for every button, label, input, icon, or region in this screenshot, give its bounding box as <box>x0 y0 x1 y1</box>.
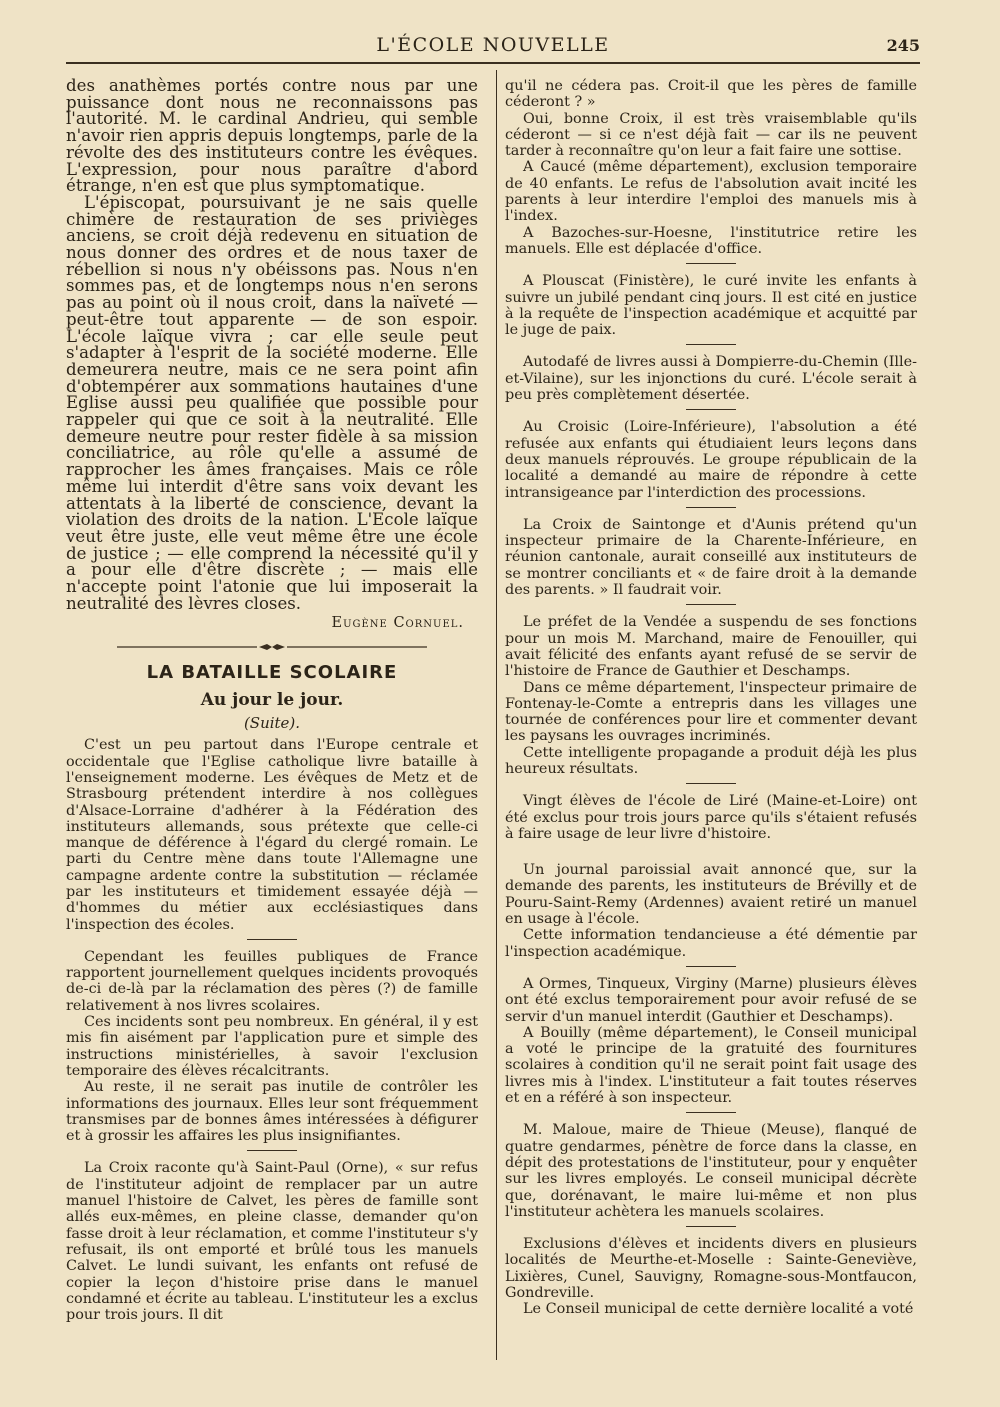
article-paragraph: Le Conseil municipal de cette dernière localité a voté <box>523 1301 914 1318</box>
article-paragraph: Au reste, il ne serait pas inutile de contrôler les informations des journaux. Elles leur sont fréquemment transmises par de bonnes âmes intéressées à défigurer et à grossir les affaires les plus insignifiantes. <box>66 1079 478 1145</box>
section-title: LA BATAILLE SCOLAIRE <box>146 662 398 684</box>
article-paragraph: A Bazoches-sur-Hoesne, l'institutrice retire les manuels. Elle est déplacée d'office. <box>505 224 917 257</box>
separator-rule <box>686 966 736 967</box>
separator-rule <box>686 1226 736 1227</box>
article-paragraph: Autodafé de livres aussi à Dompierre-du-Chemin (Ille-et-Vilaine), sur les injonctions du curé. L'école serait à peu près complètement désertée. <box>505 354 917 404</box>
article-paragraph: Cette intelligente propagande a produit déjà les plus heureux résultats. <box>505 744 917 777</box>
continuation-note: (Suite). <box>243 713 301 732</box>
intro-paragraph: des anathèmes portés contre nous par une puissance dont nous ne reconnaissons pas l'autorité. M. le cardinal Andrieu, qui semble n'avoir rien appris depuis longtemps, parle de la révolte des des instituteurs contre les évêques. L'expression, pour nous paraître d'abord étrange, n'en est que plus symptomatique. <box>66 76 478 196</box>
ornament-divider <box>117 643 427 651</box>
page-header <box>66 30 920 64</box>
article-paragraph: Le préfet de la Vendée a suspendu de ses fonctions pour un mois M. Marchand, maire de Fenouiller, qui avait félicité des enfants ayant refusé de se servir de l'histoire de France de Gauthier et Deschamps. <box>505 614 917 680</box>
article-paragraph: A Caucé (même département), exclusion temporaire de 40 enfants. Le refus de l'absolution avait incité les parents à leur interdire l'emploi des manuels mis à l'index. <box>505 159 917 225</box>
intro-paragraph: L'épiscopat, poursuivant je ne sais quelle chimère de restauration de ses privièges anciens, se croit déjà redevenu en situation de nous donner des ordres et de nous taxer de rébellion si nous n'y obéissons pas. Nous n'en sommes pas, et de longtemps nous n'en serons pas au point où il nous croit, dans la naïveté — peut-être tout apparente — de son espoir. L'école laïque vivra ; car elle seule peut s'adapter à l'esprit de la société moderne. Elle demeurera neutre, mais ce ne sera point afin d'obtempérer aux sommations hautaines d'une Eglise aussi peu qualifiée que possible pour rappeler qui que ce soit à la neutralité. Elle demeure neutre pour rester fidèle à sa mission conciliatrice, au rôle qu'elle a assumé de rapprocher les âmes françaises. Mais ce rôle même lui interdit d'être sans voix devant les attentats à la liberté de conscience, devant la violation des droits de la nation. L'Ecole laïque veut être juste, elle veut même être une école de justice ; — elle comprend la nécessité qu'il y a pour elle d'être discrète ; — mais elle n'accepte point l'atonie que lui imposerait la neutralité des lèvres closes. <box>66 192 478 613</box>
author-signature: Eugène Cornuel. <box>331 614 464 631</box>
article-paragraph: Un journal paroissial avait annoncé que, sur la demande des parents, les instituteurs de Brévilly et de Pouru-Saint-Remy (Ardennes) avaient retiré un manuel en usage à l'école. <box>505 862 917 928</box>
article-paragraph: La Croix de Saintonge et d'Aunis prétend qu'un inspecteur primaire de la Charente-Inférieure, en réunion cantonale, aurait conseillé aux instituteurs de se montrer conciliants et « de faire droit à la demande des parents. » Il faudrait voir. <box>505 516 917 599</box>
separator-rule <box>247 1150 297 1151</box>
separator-rule <box>686 604 736 605</box>
article-paragraph: Au Croisic (Loire-Inférieure), l'absolution a été refusée aux enfants qui étudiaient leurs leçons dans deux manuels réprouvés. Le groupe républicain de la localité a demandé au maire de répondre à cette intransigeance par l'interdiction des processions. <box>505 419 917 501</box>
article-paragraph: Ces incidents sont peu nombreux. En général, il y est mis fin aisément par l'application pure et simple des instructions ministérielles, à savoir l'exclusion temporaire des élèves récalcitrants. <box>66 1014 478 1079</box>
right-column <box>505 78 917 1318</box>
article-paragraph: Cependant les feuilles publiques de France rapportent journellement quelques incidents provoqués de-ci de-là par la réclamation des pères (?) de famille relativement à nos livres scolaires. <box>66 948 478 1014</box>
article-paragraph: Cette information tendancieuse a été démentie par l'inspection académique. <box>505 927 917 960</box>
separator-rule <box>686 263 736 264</box>
separator-rule <box>686 409 736 410</box>
separator-rule <box>247 939 297 940</box>
separator-rule <box>686 344 736 345</box>
separator-rule <box>686 507 736 508</box>
article-paragraph: A Ormes, Tinqueux, Virginy (Marne) plusieurs élèves ont été exclus temporairement pour avoir refusé de se servir d'un manuel interdit (Gauthier et Deschamps). <box>505 975 917 1025</box>
article-paragraph: qu'il ne cédera pas. Croit-il que les pères de famille céderont ? » <box>505 78 917 111</box>
separator-rule <box>686 1112 736 1113</box>
article-paragraph: La Croix raconte qu'à Saint-Paul (Orne), « sur refus de l'instituteur adjoint de remplacer par un autre manuel l'histoire de Calvet, les pères de famille sont allés eux-mêmes, en pleine classe, demander qu'on fasse droit à leur réclamation, et comme l'instituteur s'y refusait, ils ont emporté et brûlé tous les manuels Calvet. Le lundi suivant, les enfants ont refusé de copier la leçon d'histoire prise dans le manuel condamné et écrite au tableau. L'instituteur les a exclus pour trois jours. Il dit <box>66 1160 478 1324</box>
journal-title: L'ÉCOLE NOUVELLE <box>376 34 610 56</box>
article-paragraph: Dans ce même département, l'inspecteur primaire de Fontenay-le-Comte a entrepris dans les villages une tournée de conférences pour lire et commenter devant les paysans les ouvrages incriminés. <box>505 679 917 745</box>
article-paragraph: M. Maloue, maire de Thieue (Meuse), flanqué de quatre gendarmes, pénètre de force dans la classe, en dépit des protestations de l'instituteur, pour y enquêter sur les livres employés. Le conseil municipal décrète que, dorénavant, le maire lui-même et non plus l'instituteur achètera les manuels scolaires. <box>505 1122 917 1220</box>
article-paragraph: A Bouilly (même département), le Conseil municipal a voté le principe de la gratuité des fournitures scolaires à condition qu'il ne serait point fait usage des livres mis à l'index. L'instituteur a fait toutes réserves et en a référé à son inspecteur. <box>505 1024 917 1107</box>
article-paragraph: Oui, bonne Croix, il est très vraisemblable qu'ils céderont — si ce n'est déjà fait — car ils ne peuvent tarder à reconnaître qu'on leur a fait faire une sottise. <box>505 110 917 160</box>
page-number: 245 <box>886 36 920 55</box>
section-subtitle: Au jour le jour. <box>200 689 344 710</box>
article-paragraph: Vingt élèves de l'école de Liré (Maine-et-Loire) ont été exclus pour trois jours parce qu'ils s'étaient refusés à faire usage de leur livre d'histoire. <box>505 793 917 842</box>
article-paragraph: Exclusions d'élèves et incidents divers en plusieurs localités de Meurthe-et-Moselle : Sainte-Geneviève, Lixières, Cunel, Sauvigny, Romagne-sous-Montfaucon, Gondreville. <box>505 1236 917 1301</box>
article-paragraph: C'est un peu partout dans l'Europe centrale et occidentale que l'Eglise catholique livre bataille à l'enseignement moderne. Les évêques de Metz et de Strasbourg prétendent interdire à nos collègues d'Alsace-Lorraine d'adhérer à la Fédération des instituteurs allemands, sous prétexte que celle-ci manque de déférence à l'égard du clergé romain. Le parti du Centre mène dans toute l'Allemagne une campagne ardente contre la substitution — réclamée par les instituteurs et timidement essayée déjà — d'hommes du métier aux ecclésiastiques dans l'inspection des écoles. <box>66 737 478 933</box>
article-paragraph: A Plouscat (Finistère), le curé invite les enfants à suivre un jubilé pendant cinq jours. Il est cité en justice à la requête de l'inspection académique et acquitté par le juge de paix. <box>505 273 917 339</box>
column-divider <box>496 70 497 1360</box>
left-column <box>66 78 478 1323</box>
separator-mark <box>708 848 714 854</box>
separator-rule <box>686 783 736 784</box>
